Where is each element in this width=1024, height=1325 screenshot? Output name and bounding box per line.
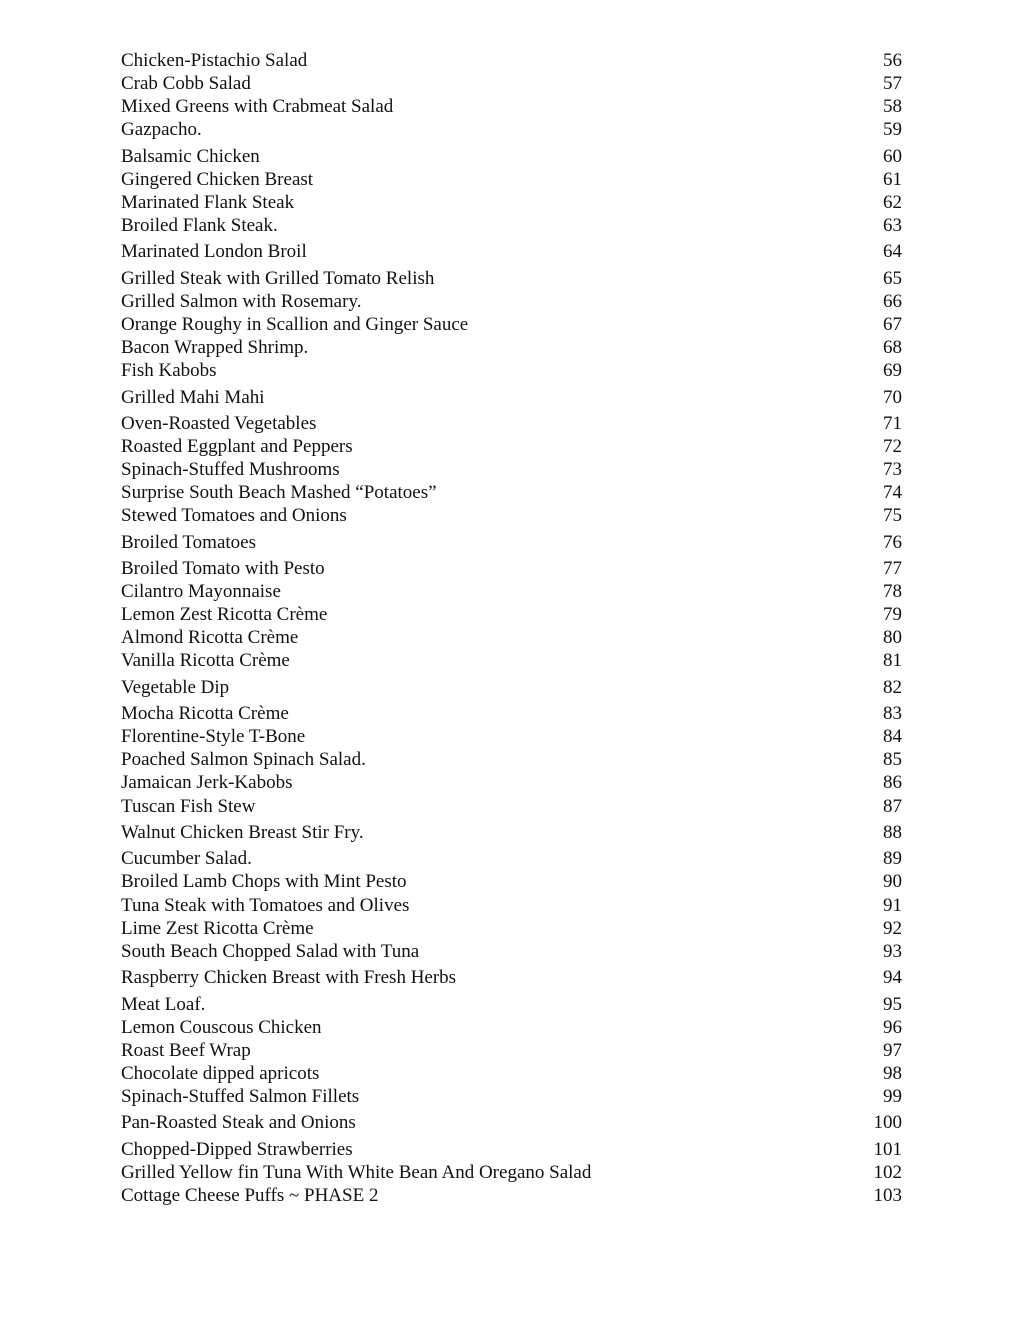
- toc-entry: [121, 626, 904, 649]
- toc-entry-page: 75: [883, 505, 902, 527]
- toc-entry: [121, 313, 904, 336]
- toc-entry-title: Crab Cobb Salad: [121, 73, 251, 95]
- toc-entry-page: 70: [883, 386, 902, 408]
- toc-entry: [121, 894, 904, 917]
- toc-entry-page: 96: [883, 1016, 902, 1038]
- toc-entry: [121, 267, 904, 290]
- toc-entry-title: Orange Roughy in Scallion and Ginger Sauce: [121, 313, 469, 335]
- toc-entry: [121, 771, 904, 794]
- toc-entry-page: 66: [883, 290, 902, 312]
- toc-entry-page: 74: [883, 482, 902, 504]
- toc-entry-page: 69: [883, 360, 902, 382]
- toc-entry-page: 80: [883, 627, 902, 649]
- toc-entry-title: Bacon Wrapped Shrimp.: [121, 337, 309, 359]
- toc-entry-title: Florentine-Style T-Bone: [121, 726, 306, 748]
- toc-entry-page: 56: [883, 50, 902, 71]
- toc-entry-page: 100: [873, 1112, 902, 1134]
- toc-entry-page: 68: [883, 337, 902, 359]
- toc-entry-page: 67: [883, 313, 902, 335]
- toc-entry: [121, 359, 904, 382]
- toc-entry-page: 82: [883, 676, 902, 698]
- toc-entry-page: 89: [883, 848, 902, 870]
- toc-entry-page: 58: [883, 96, 902, 118]
- toc-entry-title: Chopped-Dipped Strawberries: [121, 1138, 353, 1160]
- toc-entry-title: Broiled Tomatoes: [121, 531, 256, 553]
- toc-entry: [121, 95, 904, 118]
- toc-entry-title: Marinated Flank Steak: [121, 191, 295, 213]
- toc-entry-page: 103: [873, 1184, 902, 1206]
- toc-entry-title: Cottage Cheese Puffs ~ PHASE 2: [121, 1184, 379, 1206]
- toc-entry-title: Grilled Mahi Mahi: [121, 386, 265, 408]
- toc-entry-title: Lime Zest Ricotta Crème: [121, 917, 314, 939]
- toc-entry-title: Surprise South Beach Mashed “Potatoes”: [121, 482, 437, 504]
- toc-entry: [121, 748, 904, 771]
- toc-entry-page: 63: [883, 214, 902, 236]
- toc-entry-title: Meat Loaf.: [121, 993, 206, 1015]
- toc-entry-title: Roast Beef Wrap: [121, 1039, 251, 1061]
- toc-entry-title: Jamaican Jerk-Kabobs: [121, 772, 293, 794]
- toc-entry: [121, 1138, 904, 1161]
- toc-entry: [121, 1062, 904, 1085]
- toc-entry: [121, 412, 904, 435]
- toc-entry: [121, 1161, 904, 1184]
- toc-entry-title: Tuna Steak with Tomatoes and Olives: [121, 894, 410, 916]
- toc-entry-title: Vegetable Dip: [121, 676, 230, 698]
- toc-entry: [121, 435, 904, 458]
- toc-entry-title: Chicken-Pistachio Salad: [121, 50, 308, 71]
- toc-entry: [121, 917, 904, 940]
- toc-entry: [121, 580, 904, 603]
- toc-entry: [121, 1085, 904, 1108]
- toc-entry-title: Mocha Ricotta Crème: [121, 703, 289, 725]
- toc-entry: [121, 557, 904, 580]
- toc-entry-page: 77: [883, 558, 902, 580]
- toc-entry-title: Balsamic Chicken: [121, 145, 260, 167]
- toc-entry: [121, 603, 904, 626]
- toc-entry: [121, 72, 904, 95]
- table-of-contents: [121, 49, 904, 1207]
- toc-entry-page: 64: [883, 241, 902, 263]
- toc-entry: [121, 168, 904, 191]
- toc-entry-title: Lemon Couscous Chicken: [121, 1016, 322, 1038]
- toc-entry-page: 85: [883, 749, 902, 771]
- toc-entry: [121, 49, 904, 72]
- toc-entry-page: 61: [883, 168, 902, 190]
- toc-entry: [121, 118, 904, 141]
- toc-entry-title: Broiled Lamb Chops with Mint Pesto: [121, 871, 407, 893]
- toc-entry-page: 78: [883, 581, 902, 603]
- toc-entry-page: 62: [883, 191, 902, 213]
- toc-entry-page: 97: [883, 1039, 902, 1061]
- toc-entry-page: 99: [883, 1085, 902, 1107]
- toc-entry: [121, 240, 904, 263]
- toc-entry-page: 92: [883, 917, 902, 939]
- toc-entry-page: 76: [883, 531, 902, 553]
- toc-entry-title: Gingered Chicken Breast: [121, 168, 314, 190]
- toc-entry: [121, 940, 904, 963]
- toc-entry-title: Broiled Flank Steak.: [121, 214, 278, 236]
- toc-entry: [121, 386, 904, 409]
- toc-entry: [121, 649, 904, 672]
- toc-entry-title: Lemon Zest Ricotta Crème: [121, 604, 328, 626]
- toc-entry: [121, 336, 904, 359]
- toc-entry-title: Pan-Roasted Steak and Onions: [121, 1112, 356, 1134]
- toc-entry: [121, 458, 904, 481]
- toc-entry-page: 98: [883, 1062, 902, 1084]
- toc-entry: [121, 870, 904, 893]
- toc-entry-page: 79: [883, 604, 902, 626]
- toc-entry: [121, 214, 904, 237]
- toc-entry: [121, 821, 904, 844]
- toc-entry: [121, 702, 904, 725]
- toc-entry-page: 57: [883, 73, 902, 95]
- toc-entry-title: Grilled Yellow fin Tuna With White Bean And Oregano Salad: [121, 1161, 592, 1183]
- toc-entry: [121, 1039, 904, 1062]
- toc-entry: [121, 1016, 904, 1039]
- toc-entry-title: Walnut Chicken Breast Stir Fry.: [121, 821, 364, 843]
- toc-entry-title: Vanilla Ricotta Crème: [121, 650, 290, 672]
- toc-entry-title: Poached Salmon Spinach Salad.: [121, 749, 366, 771]
- toc-entry-title: Almond Ricotta Crème: [121, 627, 299, 649]
- toc-entry-title: Broiled Tomato with Pesto: [121, 558, 325, 580]
- toc-entry-title: Cilantro Mayonnaise: [121, 581, 281, 603]
- toc-entry-page: 88: [883, 821, 902, 843]
- toc-entry-page: 86: [883, 772, 902, 794]
- toc-entry-page: 95: [883, 993, 902, 1015]
- toc-entry-title: Roasted Eggplant and Peppers: [121, 435, 353, 457]
- toc-entry: [121, 676, 904, 699]
- toc-entry-page: 71: [883, 412, 902, 434]
- toc-entry: [121, 145, 904, 168]
- toc-entry-title: Raspberry Chicken Breast with Fresh Herbs: [121, 967, 457, 989]
- toc-entry: [121, 795, 904, 818]
- toc-entry-title: South Beach Chopped Salad with Tuna: [121, 940, 420, 962]
- toc-entry-title: Oven-Roasted Vegetables: [121, 412, 317, 434]
- toc-entry: [121, 847, 904, 870]
- toc-entry-page: 59: [883, 119, 902, 141]
- toc-entry-title: Spinach-Stuffed Mushrooms: [121, 459, 340, 481]
- toc-entry-title: Fish Kabobs: [121, 360, 217, 382]
- toc-entry-page: 90: [883, 871, 902, 893]
- toc-entry-page: 101: [873, 1138, 902, 1160]
- toc-entry-page: 65: [883, 267, 902, 289]
- toc-entry-title: Cucumber Salad.: [121, 848, 252, 870]
- toc-entry: [121, 290, 904, 313]
- toc-entry: [121, 1111, 904, 1134]
- toc-entry-page: 72: [883, 435, 902, 457]
- toc-entry: [121, 993, 904, 1016]
- toc-entry-title: Marinated London Broil: [121, 241, 307, 263]
- toc-entry-page: 102: [873, 1161, 902, 1183]
- toc-entry-page: 87: [883, 795, 902, 817]
- toc-entry: [121, 481, 904, 504]
- toc-entry: [121, 966, 904, 989]
- toc-entry-title: Chocolate dipped apricots: [121, 1062, 320, 1084]
- toc-entry-page: 94: [883, 967, 902, 989]
- toc-entry-page: 83: [883, 703, 902, 725]
- toc-entry: [121, 1184, 904, 1207]
- toc-entry-title: Mixed Greens with Crabmeat Salad: [121, 96, 394, 118]
- toc-entry-title: Grilled Steak with Grilled Tomato Relish: [121, 267, 435, 289]
- toc-entry-page: 93: [883, 940, 902, 962]
- toc-entry-page: 73: [883, 459, 902, 481]
- toc-entry-page: 60: [883, 145, 902, 167]
- toc-entry: [121, 504, 904, 527]
- toc-entry-title: Gazpacho.: [121, 119, 202, 141]
- toc-entry: [121, 725, 904, 748]
- toc-entry: [121, 191, 904, 214]
- toc-entry-title: Tuscan Fish Stew: [121, 795, 256, 817]
- toc-entry-page: 91: [883, 894, 902, 916]
- toc-entry-title: Spinach-Stuffed Salmon Fillets: [121, 1085, 360, 1107]
- toc-entry-title: Stewed Tomatoes and Onions: [121, 505, 347, 527]
- toc-entry: [121, 531, 904, 554]
- toc-entry-title: Grilled Salmon with Rosemary.: [121, 290, 362, 312]
- toc-entry-page: 81: [883, 650, 902, 672]
- toc-entry-page: 84: [883, 726, 902, 748]
